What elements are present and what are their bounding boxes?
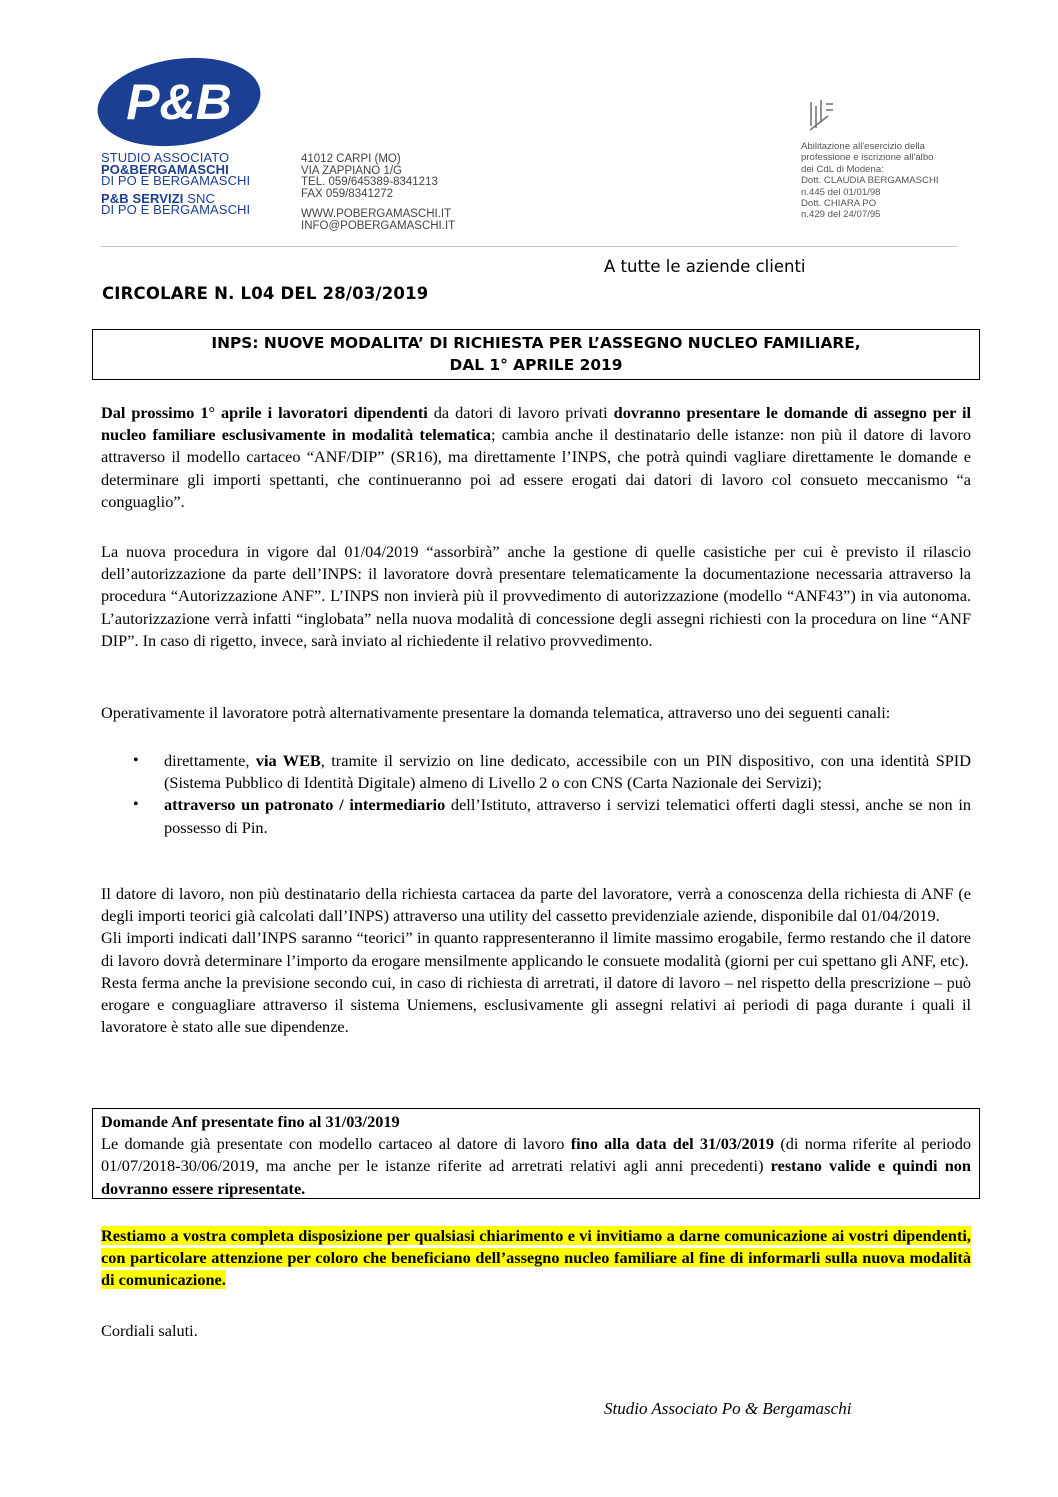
phone: TEL. 059/645389-8341213 (301, 176, 438, 188)
text: dell’Istituto, attraverso i servizi telematici offerti dagli stessi, anche se non in possesso di Pin. (164, 795, 972, 837)
email: INFO@POBERGAMASCHI.IT (301, 219, 456, 232)
text: Gli importi indicati dall’INPS saranno “teorici” in quanto rappresenteranno il limite massimo erogabile, fermo restando che il datore di lavoro dovrà determinare l’importo da erogare mensilmente applicando le consuete modalità (giorni per cui spettano gli ANF, etc). (101, 928, 971, 970)
bold-text: fino alla data del 31/03/2019 (570, 1134, 775, 1154)
studio-info (101, 152, 250, 216)
paragraph-intro (101, 402, 971, 513)
address-line: VIA ZAPPIANO 1/G (301, 164, 402, 177)
text: Il datore di lavoro, non più destinatario della richiesta cartacea da parte del lavoratore, verrà a conoscenza della richiesta di ANF (e degli importi teorici già calcolati dall’INPS) attraverso una utility del cassetto previdenziale aziende, disponibile dal 01/04/2019. (101, 884, 971, 926)
text: ; cambia anche il destinatario delle istanze: non più il datore di lavoro attraverso il modello cartaceo “ANF/DIP” (SR16), ma direttamente l’INPS, che potrà quindi vagliare direttamente le domande e determinare gli importi spettanti, che continueranno poi ad essere erogati dai datori di lavoro col consueto meccanismo “a conguaglio”. (101, 425, 971, 511)
bullet-icon: • (133, 796, 139, 814)
list-item (101, 750, 971, 794)
abilitazione-line: n.429 del 24/07/95 (801, 209, 881, 221)
bold-text: dovranno presentare le domande di assegno per il nucleo familiare esclusivamente in modalità telematica (101, 403, 972, 445)
note-heading: Domande Anf presentate fino al 31/03/2019 (101, 1112, 400, 1131)
text: direttamente, (164, 751, 256, 770)
closing-greeting: Cordiali saluti. (101, 1321, 198, 1340)
abilitazione-line: Dott. CHIARA PO (801, 198, 877, 210)
text: Resta ferma anche la previsione secondo cui, in caso di richiesta di arretrati, il datore di lavoro – nel rispetto della prescrizione – può erogare e conguagliare attraverso il sistema Uniemens, esclusivamente gli assegni relativi ai periodi di paga durante i quali il lavoratore è stato alle sue dipendenze. (101, 972, 971, 1037)
address-info (301, 154, 455, 232)
paragraph-channels: Operativamente il lavoratore potrà alternativamente presentare la domanda telematica, attraverso uno dei seguenti canali: (101, 703, 891, 722)
document-title (92, 329, 980, 380)
bold-text: via WEB (255, 751, 321, 770)
list-item (101, 794, 971, 838)
signature: Studio Associato Po & Bergamaschi (604, 1399, 852, 1418)
bold-text: Dal prossimo 1° aprile i lavoratori dipendenti (101, 403, 428, 422)
note-box (92, 1108, 980, 1199)
text: da datori di lavoro privati (427, 403, 614, 422)
paragraph-procedure: La nuova procedura in vigore dal 01/04/2019 “assorbirà” anche la gestione di quelle casistiche per cui è previsto il rilascio dell’autorizzazione da parte dell’INPS: il lavoratore dovrà presentare telematicamente la documentazione necessaria attraverso la procedura “Autorizzazione ANF”. L’INPS non invierà più il provvedimento di autorizzazione (modello “ANF43”) in via autonoma. L’autorizzazione verrà infatti “inglobata” nella nuova modalità di concessione degli assegni richiesti con la procedura on line “ANF DIP”. In caso di rigetto, invece, sarà inviato al richiedente il relativo provvedimento. (101, 542, 971, 650)
pb-logo (96, 56, 262, 148)
circolare-number: CIRCOLARE N. L04 DEL 28/03/2019 (102, 284, 429, 303)
text: , tramite il servizio on line dedicato, accessibile con un PIN dispositivo, con una identità SPID (Sistema Pubblico di Identità Digitale) almeno di Livello 2 o con CNS (Carta Nazionale dei Servizi); (164, 751, 971, 793)
title-line: DAL 1° APRILE 2019 (449, 356, 623, 374)
title-line: INPS: NUOVE MODALITA’ DI RICHIESTA PER L’ASSEGNO NUCLEO FAMILIARE, (211, 334, 861, 352)
paragraph-employer (101, 883, 971, 1038)
abilitazione-line: Dott. CLAUDIA BERGAMASCHI (801, 175, 939, 187)
cdl-mark-icon (806, 98, 836, 132)
header-divider (100, 246, 958, 247)
abilitazione-line: professione e iscrizione all'albo (801, 152, 934, 164)
website: WWW.POBERGAMASCHI.IT (301, 208, 452, 220)
bullet-icon: • (133, 752, 139, 769)
address-line: 41012 CARPI (MO) (301, 153, 401, 165)
studio-line: DI PO E BERGAMASCHI (101, 173, 251, 188)
logo-text: P&B (126, 74, 232, 130)
bold-text: attraverso un patronato / intermediario (164, 795, 446, 815)
studio-line: DI PO E BERGAMASCHI (101, 202, 251, 217)
servizi-name: P&B SERVIZI (101, 190, 184, 206)
studio-name: PO&BERGAMASCHI (101, 161, 229, 177)
channels-list (101, 750, 971, 839)
abilitazione-line: Abilitazione all'esercizio della (801, 141, 925, 152)
studio-line: STUDIO ASSOCIATO (101, 150, 230, 165)
servizi-suffix: SNC (183, 190, 215, 206)
text: (di norma riferite al periodo 01/07/2018-30/06/2019, ma anche per le istanze riferite ad arretrati relativi agli anni precedenti) (101, 1134, 971, 1176)
highlighted-notice (101, 1225, 971, 1292)
abilitazione-line: n.445 del 01/01/98 (801, 186, 881, 198)
highlighted-text: Restiamo a vostra completa disposizione per qualsiasi chiarimento e vi invitiamo a darne comunicazione ai vostri dipendenti, con particolare attenzione per coloro che beneficiano dell’assegno nucleo familiare al fine di informarli sulla nuova modalità di comunicazione. (101, 1226, 971, 1290)
bold-text: restano valide e quindi non dovranno essere ripresentate. (101, 1156, 971, 1198)
abilitazione-line: dei CdL di Modena: (801, 163, 884, 175)
fax: FAX 059/8341272 (301, 187, 394, 200)
abilitazione-info (801, 141, 939, 221)
recipient: A tutte le aziende clienti (604, 257, 806, 276)
text: Le domande già presentate con modello cartaceo al datore di lavoro (101, 1134, 571, 1154)
